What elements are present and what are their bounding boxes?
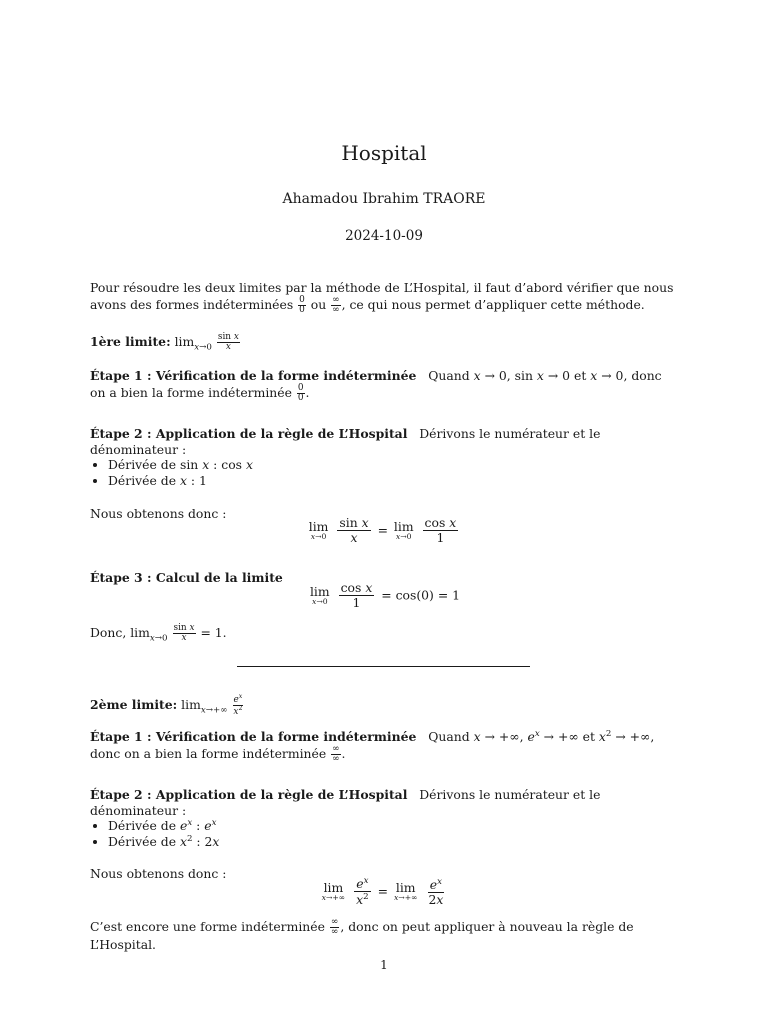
list-item: • Dérivée de $e^x$ : $e^x$ xyxy=(108,818,680,834)
document-title: Hospital xyxy=(341,141,427,165)
list-item: • Dérivée de sin x : cos x xyxy=(108,457,680,473)
limit2-obtain-text: Nous obtenons donc : xyxy=(90,866,227,881)
list-item: • Dérivée de x : 1 xyxy=(108,473,680,489)
limit1-obtain-text: Nous obtenons donc : xyxy=(90,506,227,521)
limit1-equation-2: lim x→0 $\frac{\text{cos x}}{1}$ = cos(0) = 1 xyxy=(309,580,461,611)
inf-over-inf: $\frac{\infty}{\infty}$ xyxy=(332,295,340,316)
limit1-step3: Étape 3 : Calcul de la limite xyxy=(90,570,283,585)
document-author: Ahamadou Ibrahim TRAORE xyxy=(282,191,486,207)
limit1-equation-1: lim x→0 $\frac{\text{sin x}}{x}$ = lim x→0 $\frac{\text{cos x}}{1}$ xyxy=(308,515,457,546)
limit2-step2: Étape 2 : Application de la règle de L’Hospital Dérivons le numérateur et le dénominateur : xyxy=(90,787,601,819)
section-divider xyxy=(237,666,530,667)
limit2-equation-1: lim x→+∞ $\frac{e^x}{x^2}$ = lim x→+∞ $\frac{e^x}{2x}$ xyxy=(321,876,444,908)
limit2-again-text: C’est encore une forme indéterminée $\frac{\infty}{\infty}$ , donc on peut appliquer à nouveau la règle de L’Hospital. xyxy=(90,917,634,952)
limit2-derivatives-list xyxy=(90,818,680,851)
page-number: 1 xyxy=(380,958,388,972)
document-date: 2024-10-09 xyxy=(345,228,423,244)
limit2-heading: 2ème limite: $\lim_{x\to+\infty}$ $\frac{e^x}{x^2}$ xyxy=(90,693,243,717)
limit1-heading: 1ère limite: $\lim_{x\to 0}$ $\frac{\text{sin x}}{x}$ xyxy=(90,332,239,353)
list-item: • Dérivée de $x^2$ : 2x xyxy=(108,834,680,850)
limit1-conclusion: Donc, $\lim_{x\to 0}$ $\frac{\text{sin x}}{x}$ = 1. xyxy=(90,623,227,644)
intro-paragraph: Pour résoudre les deux limites par la méthode de L’Hospital, il faut d’abord vérifier que nous avons des formes indéterminées $\frac{0}{0}$ ou $\frac{\infty}{\infty}$ , ce qui nous permet d’appliquer cette méthode. xyxy=(90,280,674,316)
limit1-step2: Étape 2 : Application de la règle de L’Hospital Dérivons le numérateur et le dénominateur : xyxy=(90,426,601,458)
limit1-step1: Étape 1 : Vérification de la forme indéterminée Quand x → 0, sin x → 0 et x → 0, donc on a bien la forme indéterminée $\frac{0}{0}$ . xyxy=(90,368,662,404)
limit1-derivatives-list xyxy=(90,457,680,489)
limit2-step1: Étape 1 : Vérification de la forme indéterminée Quand x → +∞, $e^x$ → +∞ et $x^2$ → +∞, donc on a bien la forme indéterminée $\frac{\infty}{\infty}$ . xyxy=(90,729,655,765)
zero-over-zero: $\frac{0}{0}$ xyxy=(299,295,305,316)
